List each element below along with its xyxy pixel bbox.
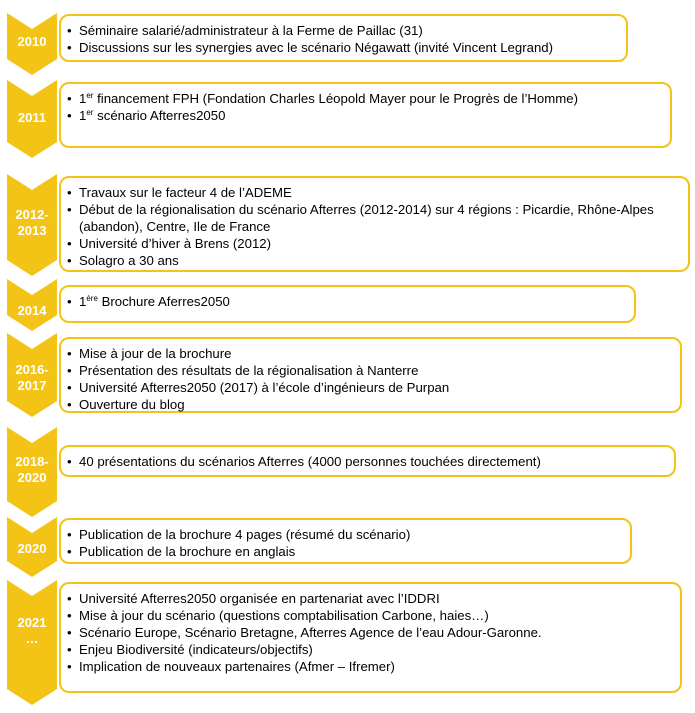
year-chevron xyxy=(7,517,57,577)
event-item xyxy=(67,252,680,269)
event-text: Discussions sur les synergies avec le scénario Négawatt (invité Vincent Legrand) xyxy=(79,40,554,55)
event-box xyxy=(59,518,632,564)
year-chevron xyxy=(7,333,57,417)
event-list xyxy=(67,293,626,310)
event-text: Séminaire salarié/administrateur à la Ferme de Paillac (31) xyxy=(79,23,423,38)
event-text: Enjeu Biodiversité (indicateurs/objectifs) xyxy=(79,642,313,657)
ordinal-suffix: er xyxy=(86,108,94,117)
ordinal-suffix: ère xyxy=(86,294,98,303)
year-label-line: 2012- xyxy=(15,207,49,222)
event-box xyxy=(59,14,628,62)
year-label-line: 2017 xyxy=(17,378,47,393)
year-chevron xyxy=(7,174,57,276)
event-item xyxy=(67,22,618,39)
event-item xyxy=(67,90,662,107)
event-text: Mise à jour du scénario (questions comptabilisation Carbone, haies…) xyxy=(79,608,489,623)
event-box xyxy=(59,176,690,272)
year-label xyxy=(7,615,57,647)
event-item xyxy=(67,184,680,201)
event-item xyxy=(67,362,672,379)
event-item xyxy=(67,526,622,543)
year-label-line: 2013 xyxy=(17,223,47,238)
event-text: Ouverture du blog xyxy=(79,397,185,412)
event-text: Implication de nouveaux partenaires (Afmer – Ifremer) xyxy=(79,659,395,674)
event-text: financement FPH (Fondation Charles Léopold Mayer pour le Progrès de l’Homme) xyxy=(93,91,578,106)
event-text: Publication de la brochure 4 pages (résumé du scénario) xyxy=(79,527,411,542)
event-text: Mise à jour de la brochure xyxy=(79,346,232,361)
year-label xyxy=(7,454,57,486)
event-list xyxy=(67,590,672,675)
event-item xyxy=(67,453,666,470)
event-box xyxy=(59,285,636,323)
year-label xyxy=(7,303,57,319)
year-label-line: 2021 xyxy=(17,615,47,630)
event-item xyxy=(67,641,672,658)
event-item xyxy=(67,345,672,362)
event-text: Publication de la brochure en anglais xyxy=(79,544,296,559)
event-box xyxy=(59,337,682,413)
ordinal-number: 1 xyxy=(79,294,87,309)
event-text: Travaux sur le facteur 4 de l’ADEME xyxy=(79,185,292,200)
year-label xyxy=(7,541,57,557)
event-box xyxy=(59,445,676,477)
event-list xyxy=(67,90,662,124)
event-item xyxy=(67,201,680,235)
event-text: 40 présentations du scénarios Afterres (4000 personnes touchées directement) xyxy=(79,454,541,469)
year-label xyxy=(7,34,57,50)
ordinal-suffix: er xyxy=(86,91,94,100)
year-label xyxy=(7,110,57,126)
year-label xyxy=(7,362,57,394)
event-list xyxy=(67,22,618,56)
event-text: Début de la régionalisation du scénario Afterres (2012-2014) sur 4 régions : Picardie, Rhône-Alpes (abandon), Centre, Ile de France xyxy=(79,202,654,234)
year-chevron xyxy=(7,80,57,158)
event-box xyxy=(59,82,672,148)
year-label-line: 2016- xyxy=(15,362,49,377)
event-list xyxy=(67,345,672,413)
event-item xyxy=(67,379,672,396)
event-list xyxy=(67,453,666,470)
year-label xyxy=(7,207,57,239)
year-label-line: 2020 xyxy=(17,541,47,556)
event-list xyxy=(67,184,680,269)
year-label-line: 2018- xyxy=(15,454,49,469)
event-text: Université d’hiver à Brens (2012) xyxy=(79,236,272,251)
ordinal-number: 1 xyxy=(79,91,87,106)
event-item xyxy=(67,235,680,252)
event-text: Université Afterres2050 (2017) à l’école d’ingénieurs de Purpan xyxy=(79,380,450,395)
event-text: Scénario Europe, Scénario Bretagne, Afterres Agence de l’eau Adour-Garonne. xyxy=(79,625,542,640)
year-chevron xyxy=(7,279,57,331)
event-text: Solagro a 30 ans xyxy=(79,253,179,268)
year-chevron xyxy=(7,427,57,517)
event-item xyxy=(67,293,626,310)
year-label-line: 2011 xyxy=(17,110,47,125)
year-chevron xyxy=(7,13,57,75)
year-label-line: 2020 xyxy=(17,470,47,485)
event-item xyxy=(67,607,672,624)
event-text: Brochure Aferres2050 xyxy=(97,294,230,309)
event-text: scénario Afterres2050 xyxy=(93,108,226,123)
event-item xyxy=(67,590,672,607)
event-item xyxy=(67,39,618,56)
event-item xyxy=(67,658,672,675)
event-list xyxy=(67,526,622,560)
year-chevron xyxy=(7,580,57,705)
year-label-line: 2014 xyxy=(17,303,47,318)
event-item xyxy=(67,543,622,560)
event-item xyxy=(67,624,672,641)
event-text: Présentation des résultats de la régionalisation à Nanterre xyxy=(79,363,419,378)
ordinal-number: 1 xyxy=(79,108,87,123)
event-box xyxy=(59,582,682,693)
year-label-line: … xyxy=(25,631,39,646)
event-item xyxy=(67,396,672,413)
year-label-line: 2010 xyxy=(17,34,47,49)
event-text: Université Afterres2050 organisée en partenariat avec l’IDDRI xyxy=(79,591,440,606)
event-item xyxy=(67,107,662,124)
